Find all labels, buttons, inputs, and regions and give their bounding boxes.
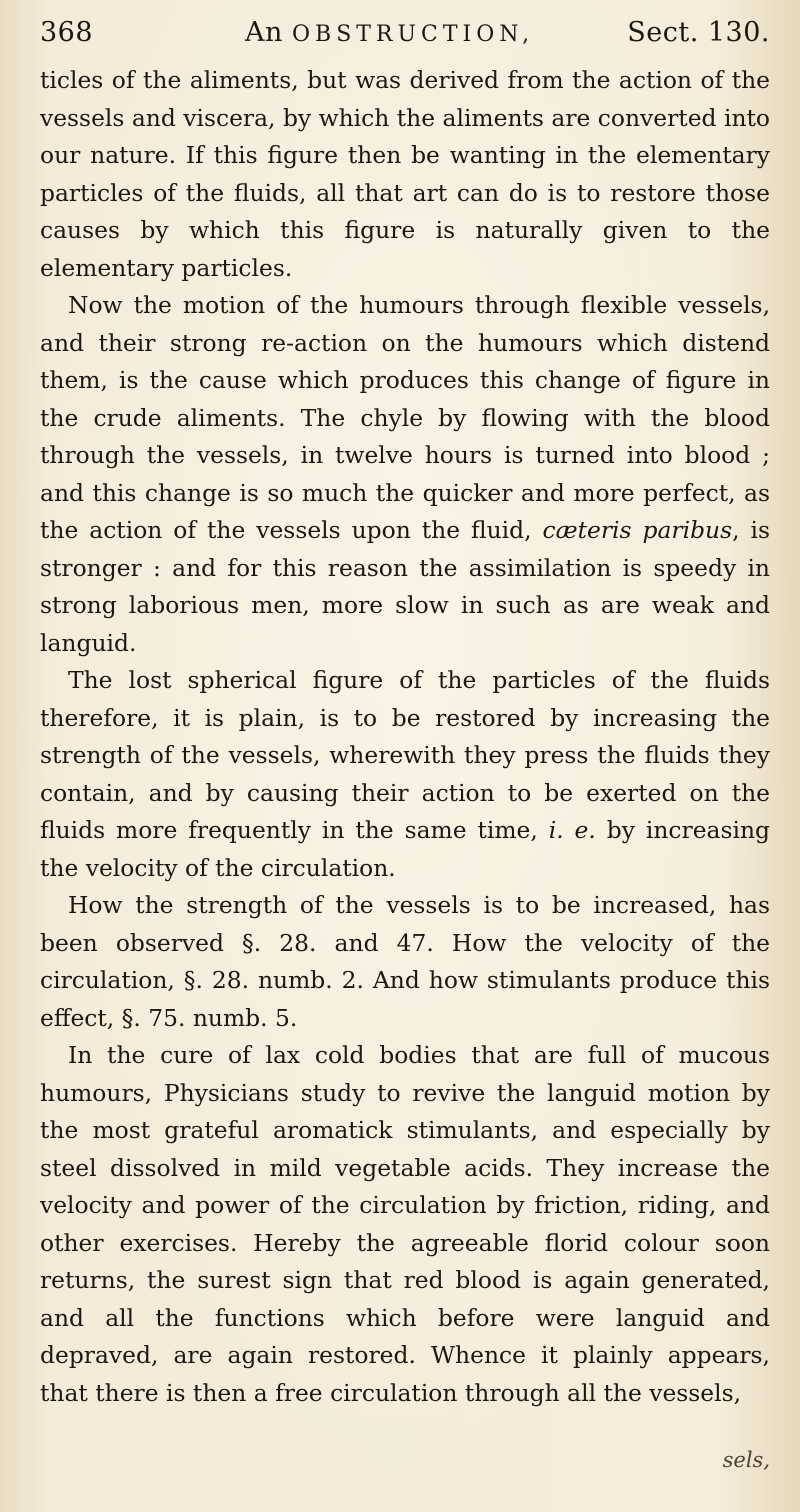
page-number: 368 [40, 17, 94, 48]
paragraph-3 [40, 662, 770, 887]
running-title-first: An [245, 17, 292, 48]
paragraph-2-italic: cæteris paribus [542, 516, 733, 544]
section-marker: Sect. 130. [627, 17, 770, 48]
paragraph-3-text: The lost spherical figure of the particles of the fluids therefore, it is plain, is to be restored by increasing the strength of the vessels, wherewith they press the fluids they contain, and by causing their action to be exerted on the fluids more frequently in the same time, [40, 666, 770, 844]
paragraph-1 [40, 62, 770, 287]
body-text [40, 62, 770, 1412]
paragraph-4 [40, 887, 770, 1037]
running-header [40, 10, 770, 56]
paragraph-5 [40, 1037, 770, 1412]
paragraph-4-text: How the strength of the vessels is to be increased, has been observed §. 28. and 47. How the velocity of the circulation, §. 28. numb. 2. And how stimulants produce this effect, §. 75. numb. 5. [40, 891, 770, 1032]
running-title-caps: OBSTRUCTION, [291, 22, 535, 47]
paragraph-3-after: by increasing the velocity of the circulation. [40, 816, 771, 882]
running-title [245, 10, 534, 58]
catchword: sels, [722, 1448, 770, 1472]
paragraph-2 [40, 287, 770, 662]
paragraph-3-italic: i. e. [548, 816, 596, 844]
paragraph-2-after: , is stronger : and for this reason the assimilation is speedy in strong laborious men, more slow in such as are weak and languid. [40, 516, 770, 657]
paragraph-5-text: In the cure of lax cold bodies that are full of mucous humours, Physicians study to revive the languid motion by the most grateful aromatick stimulants, and especially by steel dissolved in mild vegetable acids. They increase the velocity and power of the circulation by friction, riding, and other exercises. Hereby the agreeable florid colour soon returns, the surest sign that red blood is again generated, and all the functions which before were languid and depraved, are again restored. Whence it plainly appears, that there is then a free circulation through all the vessels, [40, 1041, 770, 1407]
paragraph-1-text: ticles of the aliments, but was derived from the action of the vessels and viscera, by which the aliments are converted into our nature. If this figure then be wanting in the elementary particles of the fluids, all that art can do is to restore those causes by which this figure is naturally given to the elementary particles. [40, 66, 770, 282]
paragraph-2-text: Now the motion of the humours through flexible vessels, and their strong re-action on the humours which distend them, is the cause which produces this change of figure in the crude aliments. The chyle by flowing with the blood through the vessels, in twelve hours is turned into blood ; and this change is so much the quicker and more perfect, as the action of the vessels upon the fluid, [40, 291, 770, 544]
